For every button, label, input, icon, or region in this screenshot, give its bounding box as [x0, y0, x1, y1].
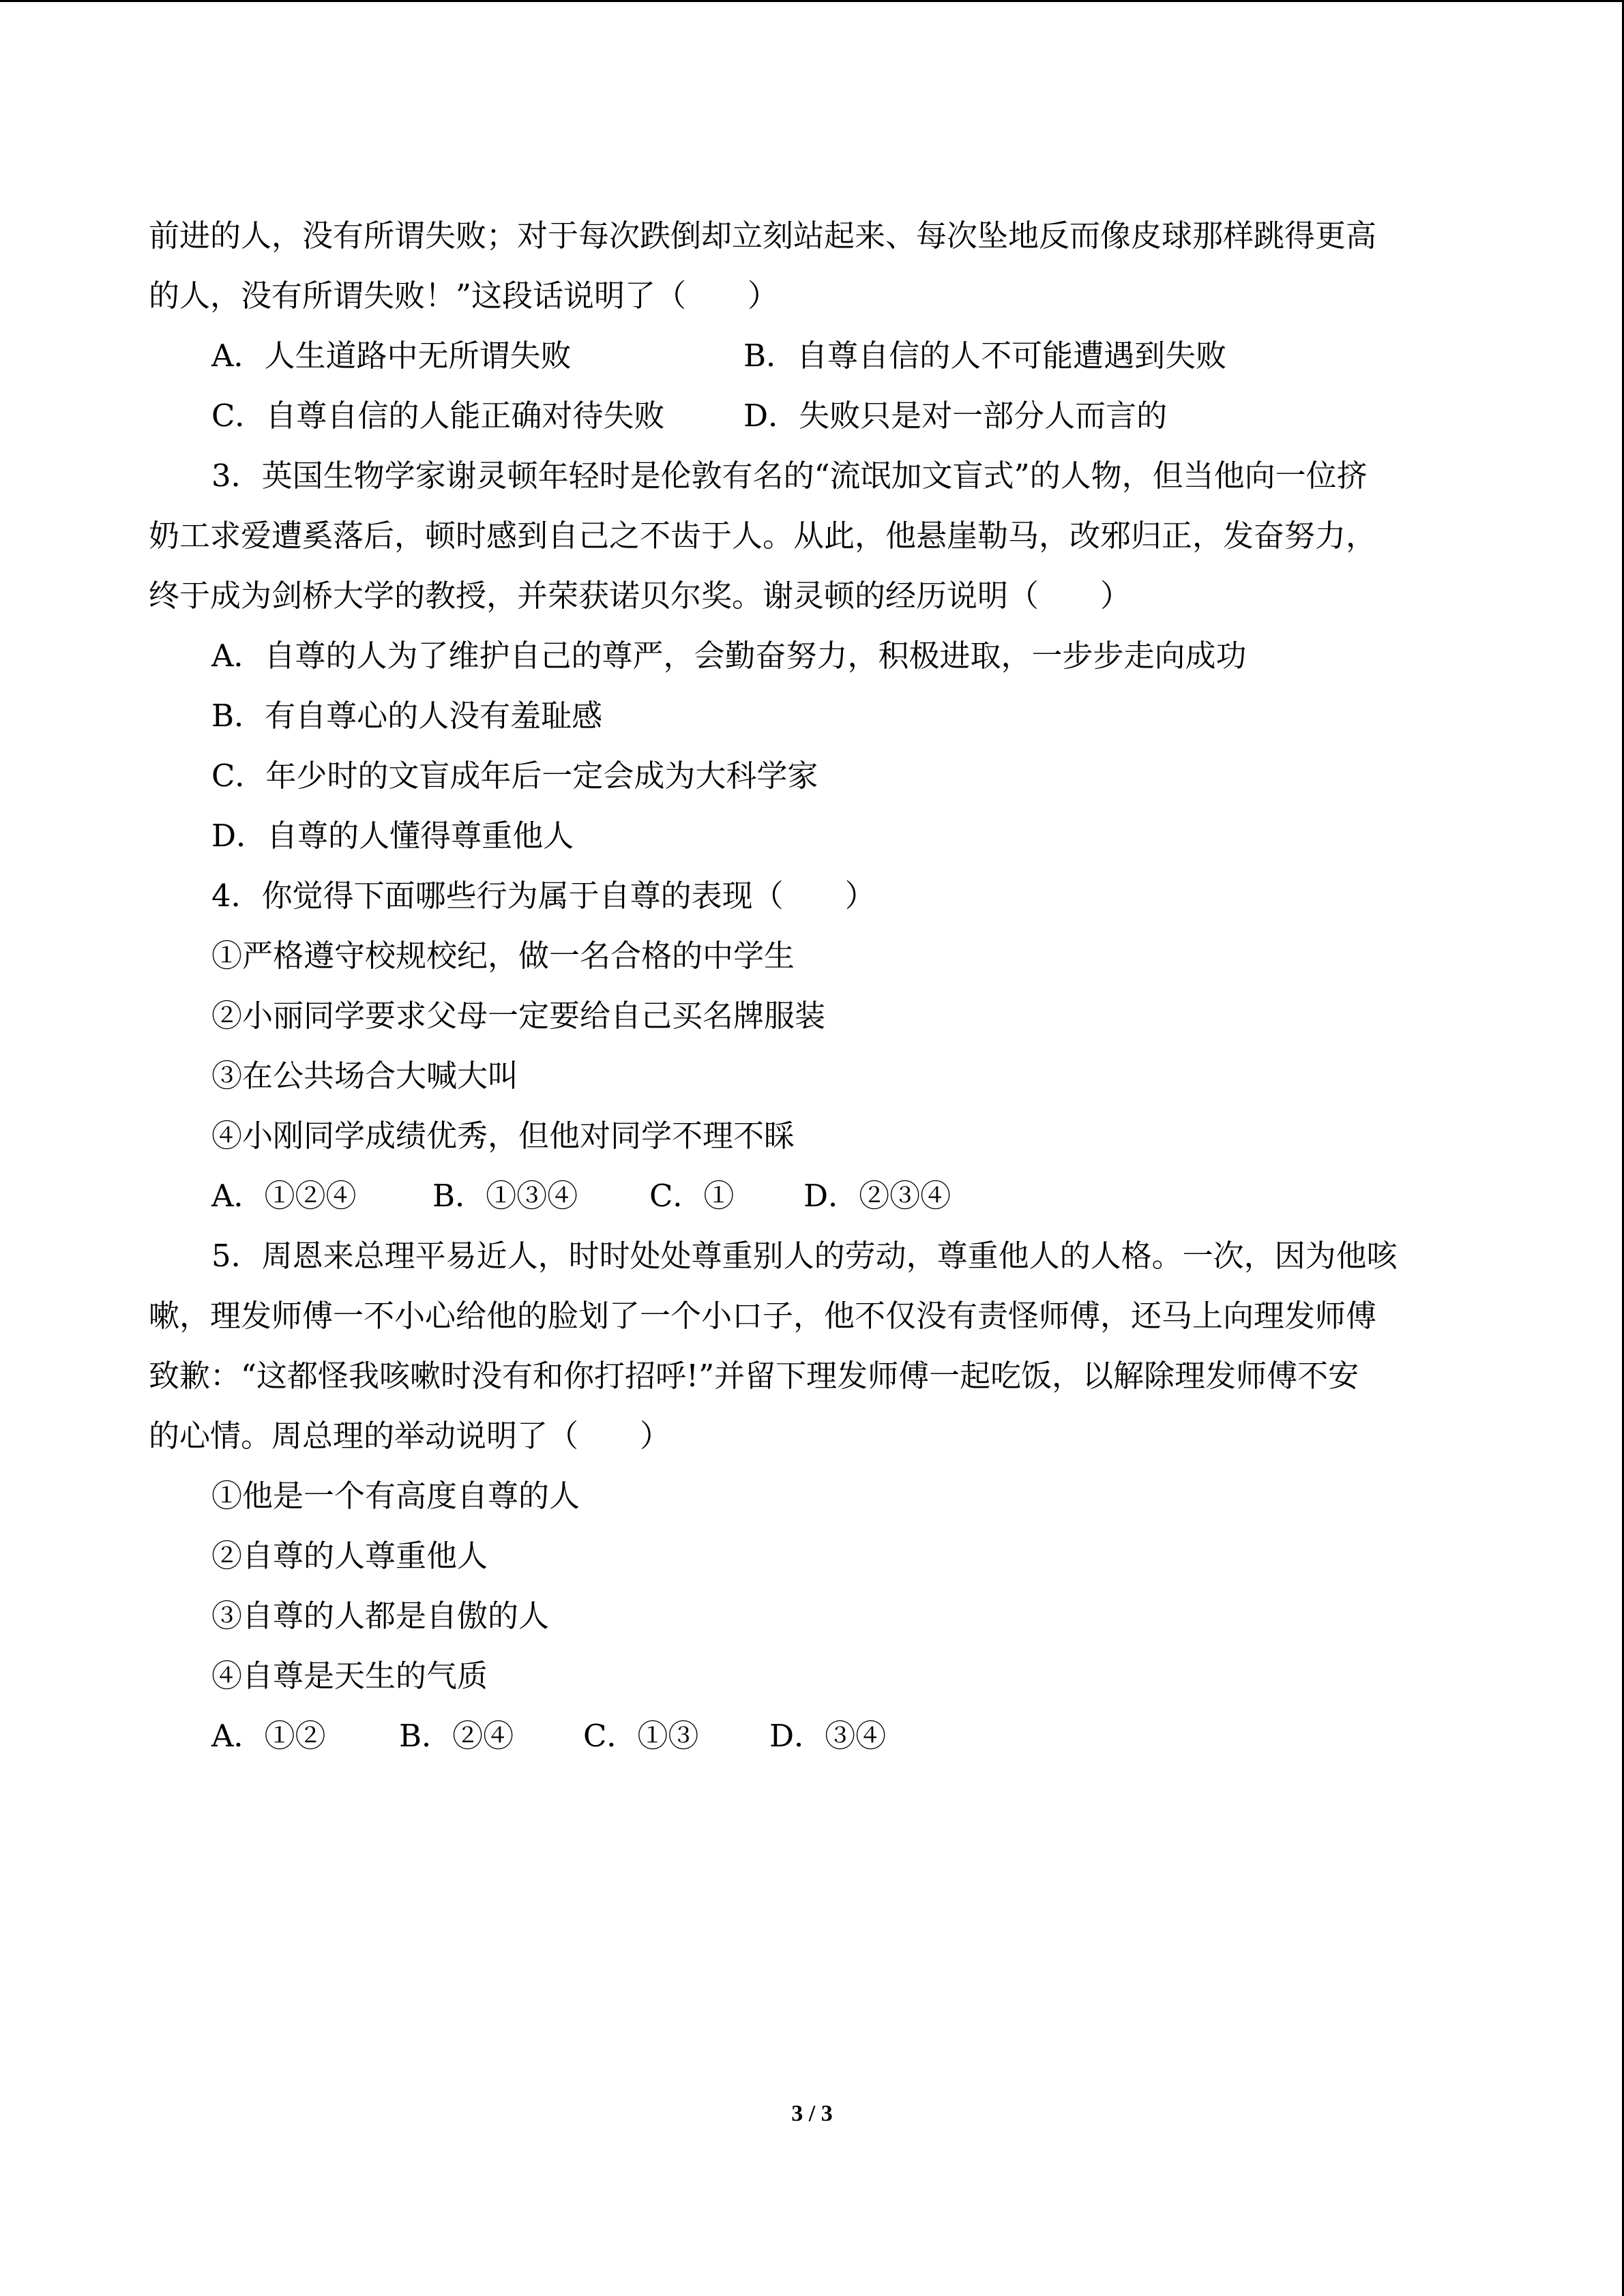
q2-option-b: B．自尊自信的人不可能遭遇到失败	[743, 338, 1227, 374]
q3-text-line-2: 奶工求爱遭奚落后，顿时感到自己之不齿于人。从此，他悬崖勒马，改邪归正，发奋努力，	[149, 518, 1377, 554]
q5-item-1: ①他是一个有高度自尊的人	[211, 1478, 580, 1514]
q3-text-line-3: 终于成为剑桥大学的教授，并荣获诺贝尔奖。谢灵顿的经历说明（ ）	[149, 578, 1132, 614]
q3-option-b: B．有自尊心的人没有羞耻感	[211, 698, 603, 734]
q5-text-line-1: 5．周恩来总理平易近人，时时处处尊重别人的劳动，尊重他人的人格。一次，因为他咳	[211, 1238, 1398, 1274]
q4-question: 4．你觉得下面哪些行为属于自尊的表现（ ）	[211, 878, 876, 914]
q2-options-row-2	[0, 396, 1168, 436]
q3-option-d: D．自尊的人懂得尊重他人	[211, 818, 574, 854]
q4-options-row	[0, 1176, 951, 1217]
q4-item-2: ②小丽同学要求父母一定要给自己买名牌服装	[211, 998, 826, 1034]
q5-item-3: ③自尊的人都是自傲的人	[211, 1598, 550, 1634]
q4-option-b: B．①③④	[432, 1178, 578, 1214]
q3-option-a: A．自尊的人为了维护自己的尊严，会勤奋努力，积极进取，一步步走向成功	[211, 638, 1247, 674]
q2-text-line-2: 的人，没有所谓失败！”这段话说明了（ ）	[149, 278, 779, 314]
q5-item-4: ④自尊是天生的气质	[211, 1658, 488, 1694]
q4-option-d: D．②③④	[803, 1178, 951, 1214]
q4-option-a: A．①②④	[211, 1178, 357, 1214]
page-number: 3 / 3	[791, 2101, 833, 2126]
q5-options-row	[0, 1716, 887, 1757]
q2-option-c: C．自尊自信的人能正确对待失败	[211, 398, 665, 434]
top-border-line	[0, 0, 1624, 2]
q4-item-1: ①严格遵守校规校纪，做一名合格的中学生	[211, 938, 795, 974]
q4-item-3: ③在公共场合大喊大叫	[211, 1058, 519, 1094]
q5-text-line-2: 嗽，理发师傅一不小心给他的脸划了一个小口子，他不仅没有责怪师傅，还马上向理发师傅	[149, 1298, 1377, 1334]
q2-options-row-1	[0, 336, 1227, 376]
q3-option-c: C．年少时的文盲成年后一定会成为大科学家	[211, 758, 818, 794]
q5-option-a: A．①②	[211, 1718, 326, 1754]
q5-option-d: D．③④	[769, 1718, 887, 1754]
q2-option-d: D．失败只是对一部分人而言的	[743, 398, 1168, 434]
q2-text-line-1: 前进的人，没有所谓失败；对于每次跌倒却立刻站起来、每次坠地反而像皮球那样跳得更高	[149, 218, 1377, 254]
q5-text-line-4: 的心情。周总理的举动说明了（ ）	[149, 1418, 671, 1454]
q4-item-4: ④小刚同学成绩优秀，但他对同学不理不睬	[211, 1118, 795, 1154]
q3-text-line-1: 3．英国生物学家谢灵顿年轻时是伦敦有名的“流氓加文盲式”的人物，但当他向一位挤	[211, 458, 1368, 494]
q4-option-c: C．①	[649, 1178, 735, 1214]
q5-item-2: ②自尊的人尊重他人	[211, 1538, 488, 1574]
q5-option-b: B．②④	[399, 1718, 514, 1754]
q5-option-c: C．①③	[583, 1718, 699, 1754]
q2-option-a: A．人生道路中无所谓失败	[211, 338, 572, 374]
q5-text-line-3: 致歉：“这都怪我咳嗽时没有和你打招呼!”并留下理发师傅一起吃饭，以解除理发师傅不安	[149, 1358, 1359, 1394]
